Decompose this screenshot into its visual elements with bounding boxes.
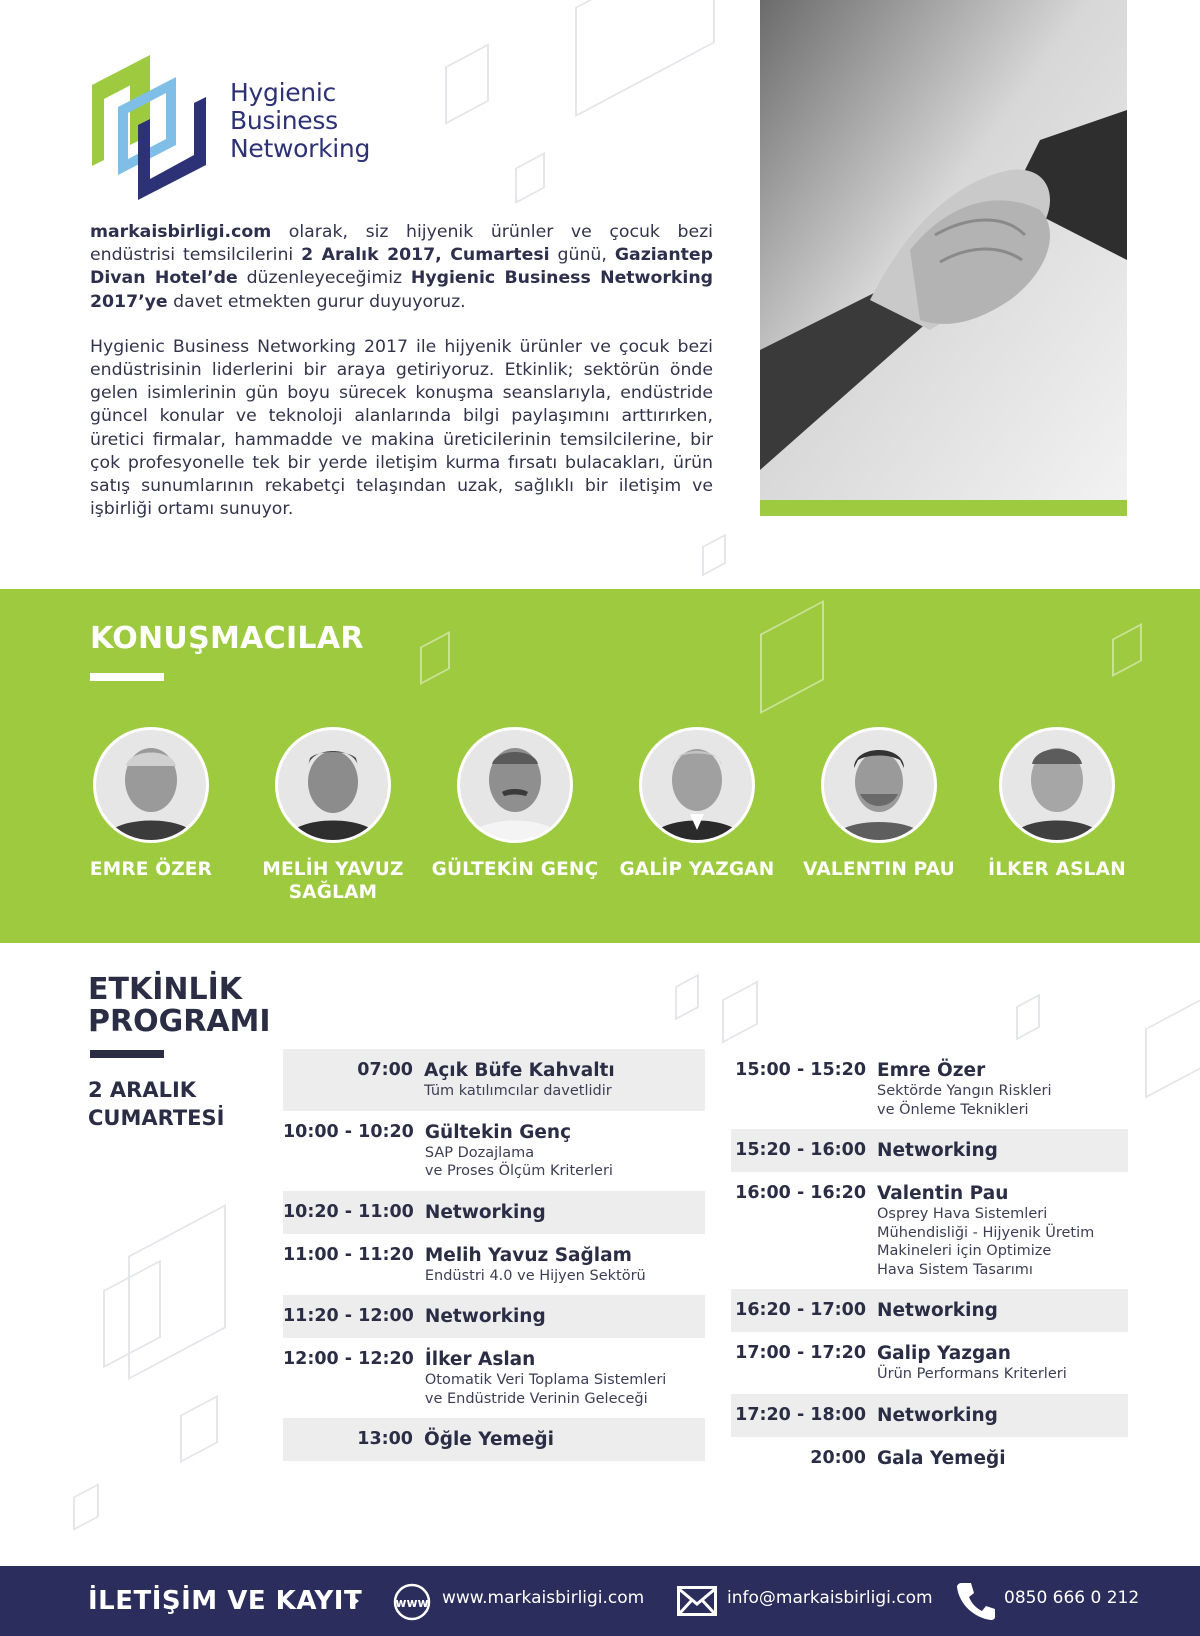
photo-accent-bar (760, 500, 1127, 516)
schedule-time: 15:20 - 16:00 (735, 1140, 866, 1160)
schedule-row (283, 1234, 705, 1296)
logo-wordmark (230, 79, 370, 163)
speaker-card (238, 727, 428, 904)
speaker-avatar (639, 727, 755, 843)
schedule-row (283, 1295, 705, 1338)
schedule-title: Gültekin Genç (424, 1121, 572, 1143)
program-title (88, 974, 271, 1038)
decor-shape (445, 43, 489, 124)
program-title-line-2: PROGRAMI (88, 1004, 271, 1039)
decor-shape (73, 1483, 99, 1531)
speaker-name: GALİP YAZGAN (619, 859, 775, 880)
schedule-row (731, 1437, 1128, 1480)
globe-icon (393, 1583, 431, 1621)
speaker-card (420, 727, 610, 881)
decor-shape (1145, 991, 1200, 1098)
schedule-row (283, 1338, 705, 1418)
schedule-description: Otomatik Veri Toplama Sistemleri ve Endüstride Verinin Geleceği (424, 1372, 667, 1407)
logo (90, 55, 390, 200)
schedule-title: Networking (424, 1306, 546, 1327)
email-link[interactable]: info@markaisbirligi.com (727, 1588, 933, 1608)
speaker-card (784, 727, 974, 881)
speaker-card (602, 727, 792, 881)
decor-shape (675, 974, 699, 1021)
decor-shape (1016, 994, 1040, 1041)
schedule-time: 13:00 (357, 1429, 413, 1449)
decor-shape (575, 0, 715, 117)
person-icon (824, 730, 934, 840)
globe-icon-label: www (395, 1596, 429, 1610)
schedule-time: 10:00 - 10:20 (283, 1121, 414, 1142)
schedule-row (283, 1418, 705, 1461)
logo-line-1: Hygienic (230, 78, 336, 107)
schedule-time: 11:00 - 11:20 (283, 1244, 414, 1265)
schedule-row (283, 1111, 705, 1191)
decor-shape (515, 152, 545, 204)
intro-text-span: davet etmekten gurur duyuyoruz. (167, 291, 466, 312)
decor-shape (420, 631, 450, 685)
schedule-title: Networking (877, 1300, 998, 1321)
intro-text (90, 221, 713, 521)
logo-mark-icon (90, 55, 220, 200)
schedule-time: 17:20 - 18:00 (735, 1404, 866, 1425)
intro-text-span: günü, (549, 245, 615, 266)
speaker-avatar (275, 727, 391, 843)
schedule-row (731, 1172, 1128, 1289)
person-icon (278, 730, 388, 840)
person-icon (460, 730, 570, 840)
schedule-column-left (283, 1049, 705, 1461)
handshake-image (760, 0, 1127, 500)
schedule-row (731, 1289, 1128, 1332)
schedule-title: Galip Yazgan (877, 1343, 1011, 1364)
schedule-title: Emre Özer (877, 1060, 986, 1081)
intro-text-span: olarak, siz hijyenik ürünler ve çocuk bezi endüstrisi temsilcilerini (90, 222, 713, 266)
decor-shape (180, 1395, 218, 1463)
contact-footer (0, 1566, 1200, 1636)
decor-shape (702, 534, 726, 577)
speakers-section (0, 589, 1200, 943)
intro-text-span: düzenleyeceğimiz (237, 268, 411, 289)
schedule-title: İlker Aslan (424, 1349, 536, 1370)
decor-shape (760, 600, 824, 714)
program-title-underline (90, 1050, 164, 1058)
schedule-row (731, 1129, 1128, 1172)
decor-shape (1112, 623, 1142, 677)
schedule-time: 20:00 (810, 1447, 866, 1468)
intro-venue: Gaziantep Divan Hotel’de (90, 245, 713, 289)
schedule-time: 10:20 - 11:00 (283, 1201, 414, 1222)
schedule-title: Valentin Pau (877, 1183, 1009, 1204)
intro-paragraph-1 (90, 221, 713, 314)
schedule-row (283, 1049, 705, 1111)
schedule-description: SAP Dozajlama ve Proses Ölçüm Kriterleri (424, 1144, 613, 1179)
schedule-column-right (731, 1049, 1128, 1480)
contact-title: İLETİŞİM VE KAYIT (88, 1586, 363, 1616)
speaker-card (962, 727, 1152, 881)
chevron-right-icon (350, 1594, 359, 1608)
schedule-time: 11:20 - 12:00 (283, 1306, 414, 1326)
speaker-name: İLKER ASLAN (988, 859, 1126, 880)
website-link[interactable]: www.markaisbirligi.com (442, 1588, 645, 1608)
speaker-name: GÜLTEKİN GENÇ (431, 859, 599, 880)
schedule-description: Endüstri 4.0 ve Hijyen Sektörü (424, 1267, 646, 1284)
speaker-avatar (457, 727, 573, 843)
intro-event-name: Hygienic Business Networking 2017’ye (90, 268, 713, 312)
logo-line-3: Networking (230, 134, 371, 163)
schedule-time: 15:00 - 15:20 (735, 1060, 866, 1080)
intro-site: markaisbirligi.com (90, 222, 272, 242)
speaker-avatar (93, 727, 209, 843)
person-icon (642, 730, 752, 840)
phone-link[interactable]: 0850 666 0 212 (1004, 1588, 1140, 1608)
schedule-description: Ürün Performans Kriterleri (877, 1366, 1067, 1382)
schedule-title: Networking (877, 1404, 998, 1426)
schedule-description: Sektörde Yangın Riskleri ve Önleme Teknikleri (877, 1083, 1052, 1118)
schedule-description: Osprey Hava Sistemleri Mühendisliği - Hijyenik Üretim Makineleri için Optimize Hava Sistem Tasarımı (877, 1206, 1095, 1278)
person-icon (1002, 730, 1112, 840)
phone-icon (956, 1581, 996, 1621)
schedule-row (731, 1049, 1128, 1129)
logo-line-2: Business (230, 106, 338, 135)
schedule-title: Melih Yavuz Sağlam (424, 1244, 632, 1266)
person-icon (96, 730, 206, 840)
schedule-title: Networking (877, 1140, 998, 1161)
schedule-time: 17:00 - 17:20 (735, 1343, 866, 1363)
schedule-time: 16:00 - 16:20 (735, 1183, 866, 1203)
envelope-icon (677, 1586, 717, 1616)
schedule-row (731, 1394, 1128, 1437)
schedule-title: Açık Büfe Kahvaltı (424, 1060, 615, 1081)
speaker-name: VALENTIN PAU (803, 859, 955, 880)
schedule-description: Tüm katılımcılar davetlidir (424, 1083, 612, 1099)
speaker-card (56, 727, 246, 881)
schedule-time: 16:20 - 17:00 (735, 1300, 866, 1320)
schedule-time: 12:00 - 12:20 (283, 1349, 414, 1369)
schedule-time: 07:00 (357, 1060, 413, 1080)
schedule-title: Öğle Yemeği (424, 1429, 554, 1450)
speakers-title-underline (90, 673, 164, 681)
handshake-photo (760, 0, 1127, 500)
decor-shape (722, 980, 758, 1043)
schedule-title: Gala Yemeği (877, 1447, 1006, 1469)
speakers-title: KONUŞMACILAR (90, 621, 364, 656)
schedule-row (731, 1332, 1128, 1394)
program-date-line-2: CUMARTESİ (88, 1106, 225, 1130)
speaker-name: MELİH YAVUZ SAĞLAM (262, 859, 404, 903)
speaker-avatar (821, 727, 937, 843)
program-date-line-1: 2 ARALIK (88, 1078, 197, 1102)
intro-date: 2 Aralık 2017, Cumartesi (301, 245, 550, 266)
intro-paragraph-2: Hygienic Business Networking 2017 ile hijyenik ürünler ve çocuk bezi endüstrisinin liderlerini bir araya getiriyoruz. Etkinlik; sektörün önde gelen isimlerinin gün boyu sürecek konuşma seanslarıyla, endüstride güncel konular ve teknoloji alanlarında bilgi paylaşımını arttırırken, üretici firmalar, hammadde ve makina üreticilerinin temsilcilerine, bir çok profesyonelle tek bir yerde iletişim kurma fırsatı bulacakları, ürün satış sunumlarının rekabetçi telaşından uzak, sağlıklı bir iletişim ve işbirliği ortamı sunuyor. (90, 336, 713, 520)
schedule-title: Networking (424, 1201, 546, 1223)
speaker-name: EMRE ÖZER (89, 859, 213, 880)
program-title-line-1: ETKİNLİK (88, 972, 242, 1007)
schedule-row (283, 1191, 705, 1234)
program-date (88, 1076, 224, 1132)
speaker-avatar (999, 727, 1115, 843)
